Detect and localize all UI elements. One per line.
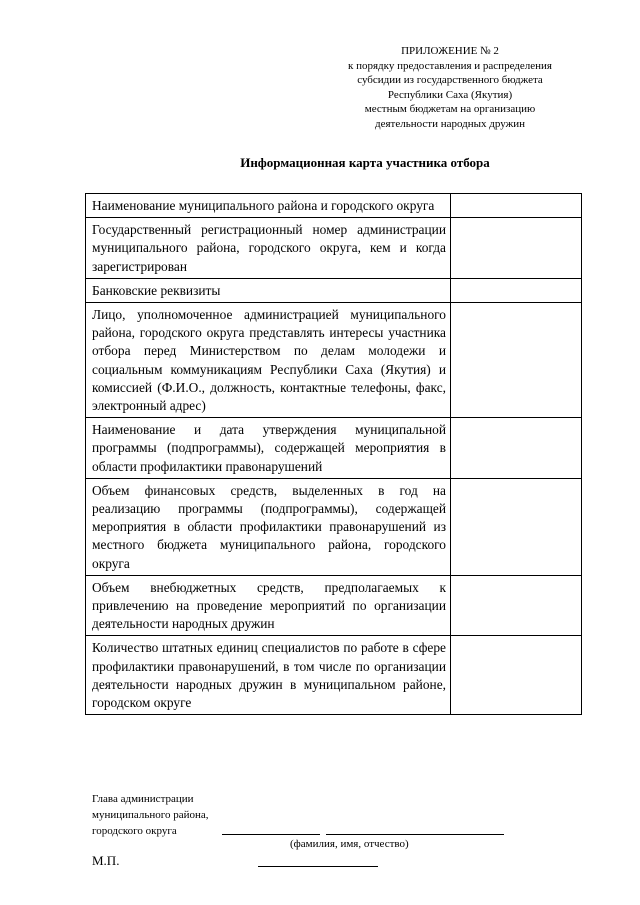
signature-field-line [222, 834, 320, 835]
row-value-cell [451, 218, 582, 279]
row-value-cell [451, 636, 582, 715]
row-label: Объем внебюджетных средств, предполагаемых к привлечению на проведение мероприятий по организации деятельности народных дружин [86, 575, 451, 636]
table-row [86, 636, 582, 715]
table-row [86, 418, 582, 479]
signature-block [92, 791, 209, 839]
appendix-line: к порядку предоставления и распределения [348, 59, 552, 72]
table-row [86, 303, 582, 418]
row-label: Лицо, уполномоченное администрацией муниципального района, городского округа представлять интересы участника отбора перед Министерством по делам молодежи и социальным коммуникациям Республики Саха (Якутия) и комиссией (Ф.И.О., должность, контактные телефоны, факс, электронный адрес) [86, 303, 451, 418]
table-row [86, 478, 582, 575]
row-value-cell [451, 194, 582, 218]
row-label: Банковские реквизиты [86, 278, 451, 302]
appendix-header [310, 44, 590, 132]
row-label: Объем финансовых средств, выделенных в год на реализацию программы (подпрограммы), содержащей мероприятия в области профилактики правонарушений из местного бюджета муниципального района, городского округа [86, 478, 451, 575]
table-row [86, 575, 582, 636]
row-value-cell [451, 418, 582, 479]
appendix-line: субсидии из государственного бюджета [357, 74, 543, 87]
signature-title-line: Глава администрации [92, 793, 194, 805]
row-value-cell [451, 303, 582, 418]
document-title: Информационная карта участника отбора [240, 155, 490, 170]
row-label: Наименование и дата утверждения муниципальной программы (подпрограммы), содержащей мероприятия в области профилактики правонарушений [86, 418, 451, 479]
row-label: Государственный регистрационный номер администрации муниципального района, городского округа, кем и когда зарегистрирован [86, 218, 451, 279]
row-value-cell [451, 575, 582, 636]
appendix-line: Республики Саха (Якутия) [387, 88, 513, 101]
date-field-line [258, 866, 378, 867]
row-label: Наименование муниципального района и городского округа [86, 194, 451, 218]
full-name-field-line [326, 834, 504, 835]
signature-title-line: городского округа [92, 825, 177, 837]
row-label: Количество штатных единиц специалистов по работе в сфере профилактики правонарушений, в том числе по организации деятельности народных дружин в муниципальном районе, городском округе [86, 636, 451, 715]
table-row [86, 218, 582, 279]
row-value-cell [451, 478, 582, 575]
full-name-caption: (фамилия, имя, отчество) [290, 838, 409, 850]
appendix-line: ПРИЛОЖЕНИЕ № 2 [401, 45, 499, 57]
table-row [86, 194, 582, 218]
table-row [86, 278, 582, 302]
appendix-line: деятельности народных дружин [375, 117, 525, 130]
info-card-table [85, 193, 582, 715]
stamp-label: М.П. [92, 853, 120, 868]
appendix-line: местным бюджетам на организацию [364, 103, 536, 116]
signature-title-line: муниципального района, [92, 809, 209, 821]
row-value-cell [451, 278, 582, 302]
